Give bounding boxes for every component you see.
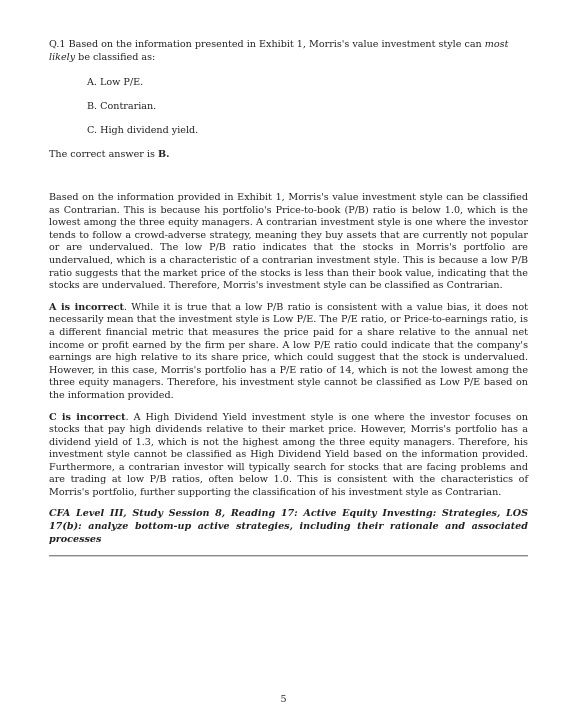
correct-answer — [49, 148, 528, 161]
correct-answer-prefix: The correct answer is — [49, 149, 158, 160]
explanation-main: Based on the information provided in Exhibit 1, Morris's value investment style can be classified as Contrarian. This is because his portfolio's Price-to-book (P/B) ratio is below 1.0, which is the lowest among the three equity managers. A contrarian investment style is one where the investor tends to follow a crowd-adverse strategy, meaning they buy assets that are currently not popular or are undervalued. The low P/B ratio indicates that the stocks in Morris's portfolio are undervalued, which is a characteristic of a contrarian investment style. This is because a low P/B ratio suggests that the market price of the stocks is less than their book value, indicating that the stocks are undervalued. Therefore, Morris's investment style can be classified as Contrarian. — [49, 192, 528, 292]
curriculum-reference: CFA Level III, Study Session 8, Reading 17: Active Equity Investing: Strategies, LOS 17(b): analyze bottom-up active strategies, including their rationale and associated processes — [49, 507, 528, 545]
horizontal-divider — [49, 555, 528, 557]
option-a-explanation-text: . While it is true that a low P/B ratio is consistent with a value bias, it does not necessarily mean that the investment style is Low P/E. The P/E ratio, or Price-to-earnings ratio, is a different financial metric that measures the price paid for a share relative to the annual net income or profit earned by the firm per share. A low P/E ratio could indicate that the company's earnings are high relative to its share price, which could suggest that the stock is undervalued. However, in this case, Morris's portfolio has a P/E ratio of 14, which is not the lowest among the three equity managers. Therefore, his investment style cannot be classified as Low P/E based on the information provided. — [49, 301, 528, 401]
option-c-explanation-text: . A High Dividend Yield investment style is one where the investor focuses on stocks that pay high dividends relative to their market price. However, Morris's portfolio has a dividend yield of 1.3, which is not the highest among the three equity managers. Therefore, his investment style cannot be classified as High Dividend Yield based on the information provided. Furthermore, a contrarian investor will typically search for stocks that are facing problems and are trading at low P/B ratios, often below 1.0. This is consistent with the characteristics of Morris's portfolio, further supporting the classification of his investment style as Contrarian. — [49, 411, 528, 499]
explanation-option-c — [49, 412, 528, 500]
answer-options-list — [87, 76, 528, 137]
question-emphasis: most likely — [49, 39, 509, 63]
document-page — [49, 38, 528, 557]
option-b: B. Contrarian. — [87, 101, 157, 112]
page-number: 5 — [280, 694, 287, 705]
question-text — [49, 38, 528, 64]
option-c: C. High dividend yield. — [87, 125, 199, 136]
question-suffix: be classified as: — [75, 52, 156, 63]
option-c-incorrect-label: C is incorrect — [49, 411, 126, 423]
question-prefix: Q.1 Based on the information presented in Exhibit 1, Morris's value investment style can — [49, 39, 485, 50]
option-a: A. Low P/E. — [87, 77, 144, 88]
correct-answer-value: B. — [157, 149, 170, 160]
option-a-incorrect-label: A is incorrect — [49, 301, 124, 313]
explanation-option-a — [49, 302, 528, 403]
